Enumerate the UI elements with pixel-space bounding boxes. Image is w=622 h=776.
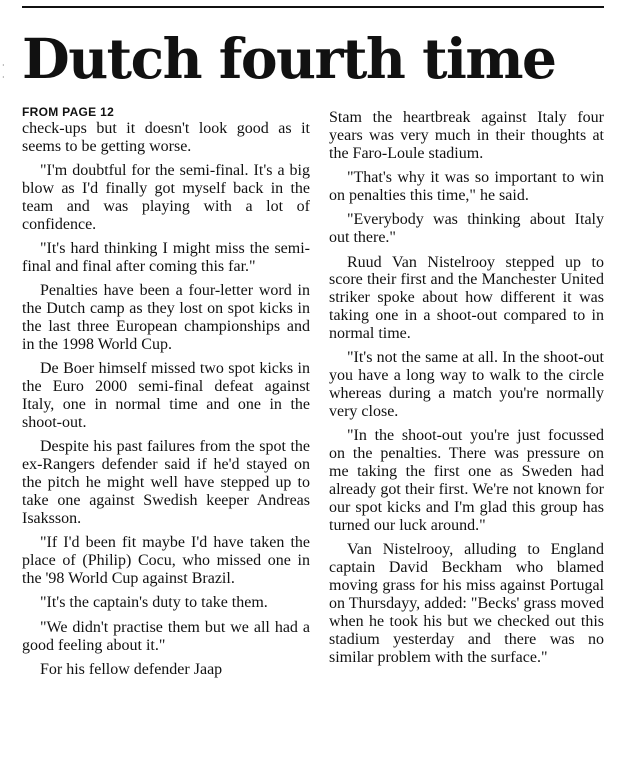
article-paragraph: "Everybody was thinking about Italy out there." [329, 211, 604, 247]
article-paragraph: "It's hard thinking I might miss the semi-final and final after coming this far." [22, 240, 310, 276]
article-paragraph: "That's why it was so important to win on penalties this time," he said. [329, 169, 604, 205]
right-column [329, 109, 604, 673]
article-paragraph: De Boer himself missed two spot kicks in the Euro 2000 semi-final defeat against Italy, one in normal time and one in the shoot-out. [22, 360, 310, 432]
article-paragraph: "It's not the same at all. In the shoot-out you have a long way to walk to the circle whereas during a match you're normally very close. [329, 349, 604, 421]
headline: Dutch fourth time [22, 26, 556, 91]
article-paragraph: "In the shoot-out you're just focussed on the penalties. There was pressure on me taking the first one as Sweden had already got their first. We're not known for our spot kicks and I'm glad this group has turned our luck around." [329, 427, 604, 534]
article-paragraph: "It's the captain's duty to take them. [40, 594, 268, 612]
left-column [22, 105, 310, 685]
article-paragraph: "If I'd been fit maybe I'd have taken the place of (Philip) Cocu, who missed one in the '98 World Cup against Brazil. [22, 534, 310, 588]
article-paragraph: Van Nistelrooy, alluding to England captain David Beckham who blamed moving grass for his miss against Portugal on Thursdayy, added: "Becks' grass moved when he took his but we checked out this stadium yesterday and there was no similar problem with the surface." [329, 541, 604, 666]
article-paragraph: For his fellow defender Jaap [40, 660, 223, 678]
article-paragraph: "We didn't practise them but we all had a good feeling about it." [22, 618, 310, 654]
right-paragraphs [329, 109, 604, 667]
article-paragraph: check-ups but it doesn't look good as it seems to be getting worse. [22, 120, 310, 155]
article-paragraph: "I'm doubtful for the semi-final. It's a big blow as I'd finally got myself back in the team and was playing with a lot of confidence. [22, 162, 310, 233]
left-paragraphs [22, 120, 310, 679]
edge-mark: · [2, 61, 5, 70]
article-paragraph: Ruud Van Nistelrooy stepped up to score their first and the Manchester United striker spoke about how different it was taking one in a shoot-out compared to in normal time. [329, 253, 604, 343]
article-paragraph: Stam the heartbreak against Italy four years was very much in their thoughts at the Faro-Loule stadium. [329, 109, 604, 162]
article-paragraph: Despite his past failures from the spot the ex-Rangers defender said if he'd stayed on the pitch he might well have stepped up to take one against Swedish keeper Andreas Isaksson. [22, 438, 310, 528]
kicker: FROM PAGE 12 [22, 105, 115, 119]
article-paragraph: Penalties have been a four-letter word in the Dutch camp as they lost on spot kicks in the last three European championships and in the 1998 World Cup. [22, 282, 310, 354]
top-rule [22, 6, 604, 8]
edge-mark: · [2, 73, 5, 82]
